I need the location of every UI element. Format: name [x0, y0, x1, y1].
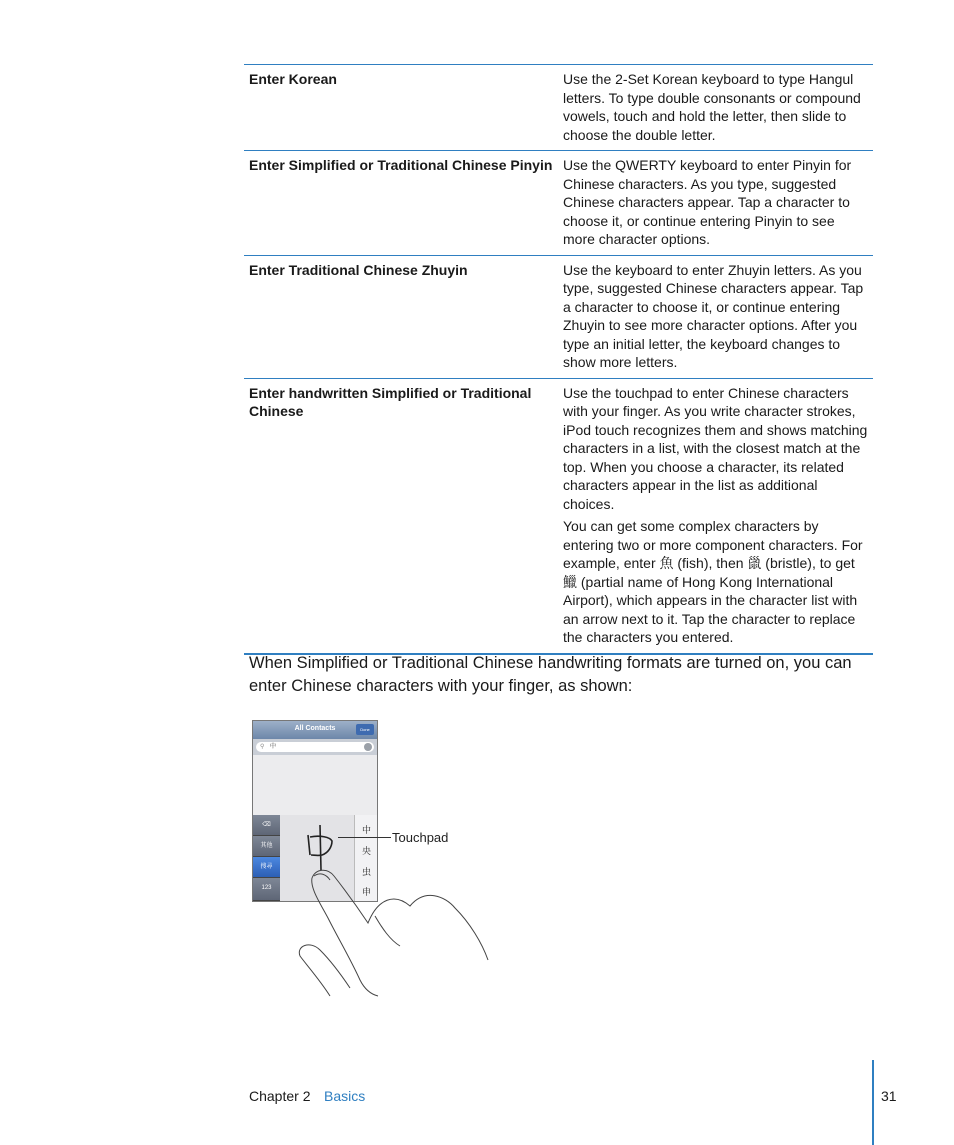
description-paragraph: Use the 2-Set Korean keyboard to type Hangul letters. To type double consonants or compound vowels, touch and hold the letter, then slide to choose the double letter.: [563, 71, 861, 143]
done-button[interactable]: Done: [356, 724, 374, 735]
search-icon: ⚲: [260, 744, 265, 750]
candidate-item[interactable]: 中: [361, 825, 371, 835]
nav-title: All Contacts: [294, 725, 336, 732]
search-value: 中: [270, 744, 277, 750]
table-row: [244, 65, 873, 151]
table-row: [244, 151, 873, 256]
keyboard-methods-table: [244, 64, 873, 655]
table-term: Enter handwritten Simplified or Traditional Chinese: [249, 384, 532, 419]
other-key[interactable]: 其他: [253, 836, 280, 857]
table-description: [559, 70, 873, 144]
description-paragraph: Use the keyboard to enter Zhuyin letters. As you type, suggested Chinese characters appear. Tap a character to choose it, or continue entering Zhuyin to see more character options. After you type an initial letter, the keyboard changes to show more letters.: [563, 261, 864, 370]
delete-key[interactable]: ⌫: [253, 815, 280, 836]
table-term: Enter Simplified or Traditional Chinese Pinyin: [249, 157, 553, 173]
footer-section-link[interactable]: Basics: [324, 1088, 366, 1104]
table-description: [559, 156, 873, 249]
description-paragraph: Use the QWERTY keyboard to enter Pinyin for Chinese characters. As you type, suggested Chinese characters appear. Tap a character to choose it, or continue entering Pinyin to see more character options.: [563, 157, 852, 247]
intro-paragraph: When Simplified or Traditional Chinese handwriting formats are turned on, you can enter Chinese characters with your finger, as shown:: [249, 654, 852, 695]
touchpad-callout: Touchpad: [392, 830, 449, 845]
table-row: [244, 379, 873, 655]
candidate-item[interactable]: 申: [361, 887, 371, 897]
candidate-item[interactable]: 央: [361, 846, 371, 856]
table-description: [559, 384, 873, 647]
description-paragraph: Use the touchpad to enter Chinese characters with your finger. As you write character strokes, iPod touch recognizes them and shows matching characters in a list, with the closest match at the top. When you choose a character, its related characters appear in the list as additional choices.: [563, 384, 868, 512]
numbers-key[interactable]: 123: [253, 878, 280, 901]
callout-line: [338, 837, 391, 838]
table-row: [244, 256, 873, 379]
table-term: Enter Traditional Chinese Zhuyin: [249, 261, 468, 278]
table-term: Enter Korean: [249, 71, 337, 87]
handwriting-figure: [250, 718, 510, 1003]
hand-illustration: [250, 718, 510, 1003]
description-paragraph: You can get some complex characters by entering two or more component characters. For example, enter 魚 (fish), then 巤 (bristle), to get 鱲 (partial name of Hong Kong International Airport), which appears in the character list with an arrow next to it. Tap the character to replace the characters you entered.: [563, 518, 863, 645]
footer-divider: [872, 1060, 874, 1145]
page-number: 31: [881, 1088, 897, 1104]
footer-chapter: Chapter 2: [249, 1088, 311, 1104]
search-key[interactable]: 搜尋: [253, 857, 280, 878]
candidate-item[interactable]: 虫: [361, 867, 371, 877]
table-description: [559, 261, 873, 372]
